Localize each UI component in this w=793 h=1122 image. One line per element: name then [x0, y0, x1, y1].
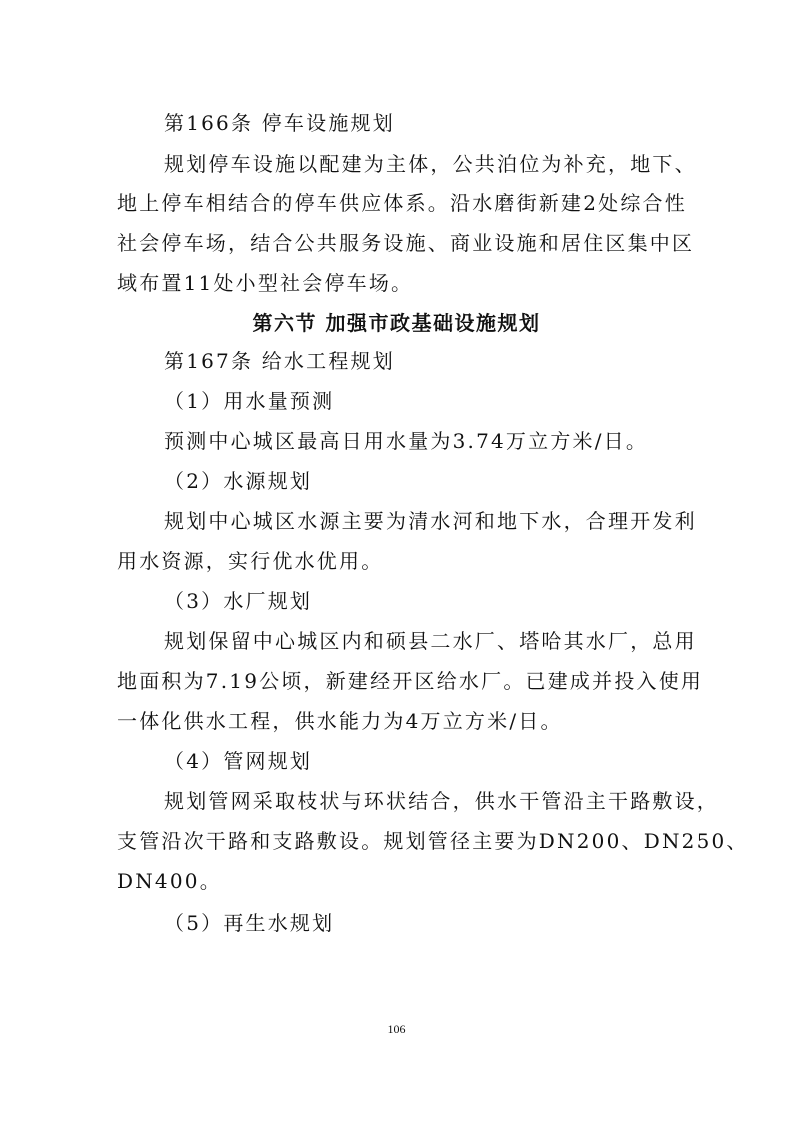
paragraph-line: 地上停车相结合的停车供应体系。沿水磨街新建2处综合性 [117, 191, 687, 215]
item-label: （2）水源规划 [164, 469, 313, 493]
paragraph-line: 用水资源，实行优水优用。 [117, 549, 384, 573]
article-167-heading: 第167条 给水工程规划 [164, 349, 395, 373]
paragraph-line: 域布置11处小型社会停车场。 [117, 271, 414, 295]
item-label: （1）用水量预测 [164, 389, 335, 413]
article-166-heading: 第166条 停车设施规划 [164, 111, 395, 135]
item-label: （5）再生水规划 [164, 911, 335, 935]
paragraph-line: 一体化供水工程，供水能力为4万立方米/日。 [117, 709, 563, 733]
item-label: （4）管网规划 [164, 749, 313, 773]
paragraph-line: 预测中心城区最高日用水量为3.74万立方米/日。 [164, 429, 649, 453]
paragraph-line: 规划保留中心城区内和硕县二水厂、塔哈其水厂，总用 [164, 629, 697, 653]
item-label: （3）水厂规划 [164, 589, 313, 613]
paragraph-line: DN400。 [117, 869, 222, 893]
paragraph-line: 规划停车设施以配建为主体，公共泊位为补充，地下、 [164, 152, 697, 176]
paragraph-line: 规划中心城区水源主要为清水河和地下水，合理开发利 [164, 509, 697, 533]
paragraph-line: 社会停车场，结合公共服务设施、商业设施和居住区集中区 [117, 231, 695, 255]
section-title: 第六节 加强市政基础设施规划 [252, 311, 541, 335]
page-number: 106 [387, 1022, 406, 1036]
paragraph-line: 规划管网采取枝状与环状结合，供水干管沿主干路敷设， [164, 789, 719, 813]
paragraph-line: 支管沿次干路和支路敷设。规划管径主要为DN200、DN250、 [117, 829, 749, 853]
paragraph-line: 地面积为7.19公顷，新建经开区给水厂。已建成并投入使用 [117, 669, 704, 693]
